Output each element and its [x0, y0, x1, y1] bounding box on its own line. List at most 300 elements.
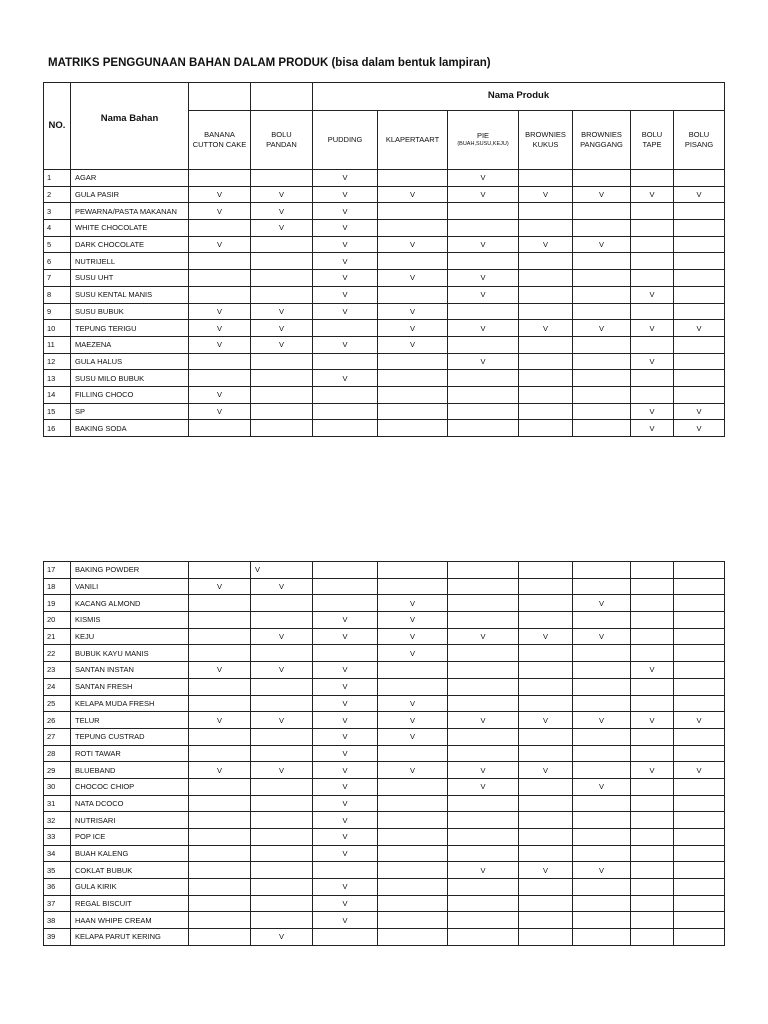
ingredient-name: BLUEBAND: [71, 762, 189, 779]
ingredient-name: SP: [71, 403, 189, 420]
row-number: 14: [44, 386, 71, 403]
table-row: [44, 662, 725, 679]
usage-mark-cell: [674, 370, 725, 387]
usage-mark-cell: V: [674, 762, 725, 779]
ingredient-name: SANTAN FRESH: [71, 678, 189, 695]
usage-mark-cell: [251, 420, 313, 437]
usage-mark-cell: [378, 879, 448, 896]
usage-mark-cell: [631, 879, 674, 896]
ingredient-matrix-table-part-2: [43, 561, 725, 946]
table-row: [44, 386, 725, 403]
usage-mark-cell: [519, 728, 573, 745]
usage-mark-cell: [448, 253, 519, 270]
usage-mark-cell: [378, 912, 448, 929]
table-row: [44, 220, 725, 237]
usage-mark-cell: [313, 403, 378, 420]
product-name-line1: KLAPERTAART: [385, 134, 440, 144]
usage-mark-cell: [251, 270, 313, 287]
usage-mark-cell: V: [378, 320, 448, 337]
row-number: 11: [44, 336, 71, 353]
usage-mark-cell: V: [519, 186, 573, 203]
table-row: [44, 203, 725, 220]
table-row: [44, 562, 725, 579]
row-number: 36: [44, 879, 71, 896]
usage-mark-cell: [448, 420, 519, 437]
ingredient-name: TELUR: [71, 712, 189, 729]
usage-mark-cell: V: [674, 186, 725, 203]
usage-mark-cell: [519, 562, 573, 579]
usage-mark-cell: V: [189, 403, 251, 420]
table-row: [44, 336, 725, 353]
usage-mark-cell: [631, 386, 674, 403]
usage-mark-cell: [573, 353, 631, 370]
usage-mark-cell: [251, 695, 313, 712]
usage-mark-cell: [519, 745, 573, 762]
usage-mark-cell: [674, 253, 725, 270]
usage-mark-cell: [251, 595, 313, 612]
usage-mark-cell: [631, 829, 674, 846]
usage-mark-cell: [674, 203, 725, 220]
usage-mark-cell: [573, 812, 631, 829]
usage-mark-cell: [631, 678, 674, 695]
usage-mark-cell: [674, 612, 725, 629]
usage-mark-cell: [378, 778, 448, 795]
usage-mark-cell: [573, 253, 631, 270]
product-name-line2: (BUAH,SUSU,KEJU): [457, 141, 509, 148]
ingredient-name: SANTAN INSTAN: [71, 662, 189, 679]
usage-mark-cell: [573, 879, 631, 896]
usage-mark-cell: V: [189, 303, 251, 320]
usage-mark-cell: [251, 912, 313, 929]
usage-mark-cell: V: [631, 186, 674, 203]
usage-mark-cell: [313, 353, 378, 370]
row-number: 24: [44, 678, 71, 695]
usage-mark-cell: V: [448, 712, 519, 729]
usage-mark-cell: [448, 829, 519, 846]
ingredient-name: BUBUK KAYU MANIS: [71, 645, 189, 662]
usage-mark-cell: [251, 286, 313, 303]
product-header-8: [631, 111, 674, 170]
usage-mark-cell: V: [313, 628, 378, 645]
usage-mark-cell: [631, 270, 674, 287]
usage-mark-cell: [674, 812, 725, 829]
usage-mark-cell: V: [313, 728, 378, 745]
product-header-2: [251, 111, 313, 170]
ingredient-name: GULA HALUS: [71, 353, 189, 370]
table-row: [44, 645, 725, 662]
usage-mark-cell: V: [674, 420, 725, 437]
usage-mark-cell: [573, 612, 631, 629]
usage-mark-cell: V: [631, 320, 674, 337]
usage-mark-cell: [631, 220, 674, 237]
table-row: [44, 253, 725, 270]
usage-mark-cell: V: [573, 186, 631, 203]
usage-mark-cell: [519, 662, 573, 679]
ingredient-name: PEWARNA/PASTA MAKANAN: [71, 203, 189, 220]
usage-mark-cell: [378, 403, 448, 420]
usage-mark-cell: [448, 912, 519, 929]
usage-mark-cell: V: [251, 562, 313, 579]
usage-mark-cell: [251, 778, 313, 795]
table-row: [44, 303, 725, 320]
usage-mark-cell: V: [313, 829, 378, 846]
usage-mark-cell: V: [448, 236, 519, 253]
usage-mark-cell: [674, 628, 725, 645]
usage-mark-cell: V: [189, 203, 251, 220]
table-row: [44, 612, 725, 629]
table-row: [44, 778, 725, 795]
usage-mark-cell: [631, 895, 674, 912]
ingredient-name: NATA DCOCO: [71, 795, 189, 812]
product-name-line1: BROWNIES: [525, 129, 566, 139]
row-number: 12: [44, 353, 71, 370]
usage-mark-cell: [448, 595, 519, 612]
usage-mark-cell: V: [378, 270, 448, 287]
usage-mark-cell: [251, 612, 313, 629]
usage-mark-cell: [251, 728, 313, 745]
usage-mark-cell: [631, 929, 674, 946]
usage-mark-cell: [519, 695, 573, 712]
usage-mark-cell: [448, 728, 519, 745]
usage-mark-cell: [674, 286, 725, 303]
usage-mark-cell: [631, 595, 674, 612]
product-name-line1: BOLU: [271, 129, 292, 139]
usage-mark-cell: [573, 662, 631, 679]
usage-mark-cell: [631, 336, 674, 353]
usage-mark-cell: [674, 662, 725, 679]
usage-mark-cell: [519, 645, 573, 662]
usage-mark-cell: [189, 612, 251, 629]
row-number: 23: [44, 662, 71, 679]
usage-mark-cell: V: [313, 662, 378, 679]
product-header-1: [189, 111, 251, 170]
usage-mark-cell: [251, 879, 313, 896]
usage-mark-cell: [251, 170, 313, 187]
usage-mark-cell: [674, 895, 725, 912]
usage-mark-cell: V: [313, 695, 378, 712]
row-number: 21: [44, 628, 71, 645]
usage-mark-cell: [448, 745, 519, 762]
usage-mark-cell: V: [313, 186, 378, 203]
usage-mark-cell: [448, 386, 519, 403]
usage-mark-cell: V: [448, 862, 519, 879]
usage-mark-cell: [674, 929, 725, 946]
row-number: 27: [44, 728, 71, 745]
usage-mark-cell: V: [251, 203, 313, 220]
usage-mark-cell: [251, 829, 313, 846]
product-name-line1: PIE: [476, 131, 490, 141]
usage-mark-cell: [378, 203, 448, 220]
usage-mark-cell: [519, 253, 573, 270]
usage-mark-cell: [631, 170, 674, 187]
usage-mark-cell: V: [519, 762, 573, 779]
usage-mark-cell: [674, 336, 725, 353]
usage-mark-cell: [674, 220, 725, 237]
ingredient-name: HAAN WHIPE CREAM: [71, 912, 189, 929]
usage-mark-cell: V: [378, 612, 448, 629]
usage-mark-cell: V: [448, 628, 519, 645]
usage-mark-cell: [519, 595, 573, 612]
ingredient-name: BAKING POWDER: [71, 562, 189, 579]
table-row: [44, 578, 725, 595]
usage-mark-cell: [251, 370, 313, 387]
ingredient-name: COKLAT BUBUK: [71, 862, 189, 879]
usage-mark-cell: V: [448, 762, 519, 779]
usage-mark-cell: [448, 303, 519, 320]
product-name-line1: BOLU: [641, 129, 663, 139]
row-number: 26: [44, 712, 71, 729]
usage-mark-cell: [519, 286, 573, 303]
usage-mark-cell: [189, 695, 251, 712]
usage-mark-cell: [378, 845, 448, 862]
usage-mark-cell: V: [378, 628, 448, 645]
usage-mark-cell: V: [448, 270, 519, 287]
usage-mark-cell: [448, 662, 519, 679]
usage-mark-cell: [519, 420, 573, 437]
usage-mark-cell: [631, 370, 674, 387]
usage-mark-cell: V: [631, 420, 674, 437]
usage-mark-cell: [573, 745, 631, 762]
usage-mark-cell: V: [313, 762, 378, 779]
table-row: [44, 728, 725, 745]
table-row: [44, 236, 725, 253]
usage-mark-cell: [251, 386, 313, 403]
usage-mark-cell: [573, 695, 631, 712]
usage-mark-cell: V: [631, 712, 674, 729]
row-number: 2: [44, 186, 71, 203]
usage-mark-cell: V: [378, 303, 448, 320]
table-row: [44, 353, 725, 370]
table-row: [44, 370, 725, 387]
row-number: 32: [44, 812, 71, 829]
usage-mark-cell: [519, 578, 573, 595]
usage-mark-cell: V: [313, 236, 378, 253]
usage-mark-cell: [378, 578, 448, 595]
usage-mark-cell: [378, 386, 448, 403]
row-number: 6: [44, 253, 71, 270]
ingredient-name: DARK CHOCOLATE: [71, 236, 189, 253]
usage-mark-cell: [189, 286, 251, 303]
usage-mark-cell: V: [313, 203, 378, 220]
table-row: [44, 286, 725, 303]
usage-mark-cell: [448, 645, 519, 662]
usage-mark-cell: V: [378, 336, 448, 353]
table-row: [44, 270, 725, 287]
usage-mark-cell: [674, 578, 725, 595]
usage-mark-cell: [631, 578, 674, 595]
usage-mark-cell: [448, 929, 519, 946]
product-name-line1: PUDDING: [327, 134, 363, 144]
usage-mark-cell: [378, 829, 448, 846]
row-number: 13: [44, 370, 71, 387]
usage-mark-cell: V: [378, 695, 448, 712]
usage-mark-cell: [631, 203, 674, 220]
ingredient-name: SUSU MILO BUBUK: [71, 370, 189, 387]
table-row: [44, 762, 725, 779]
usage-mark-cell: V: [631, 403, 674, 420]
row-number: 31: [44, 795, 71, 812]
usage-mark-cell: [313, 578, 378, 595]
table-row: [44, 420, 725, 437]
usage-mark-cell: [251, 253, 313, 270]
usage-mark-cell: V: [313, 270, 378, 287]
usage-mark-cell: V: [189, 186, 251, 203]
usage-mark-cell: V: [631, 353, 674, 370]
usage-mark-cell: [378, 562, 448, 579]
usage-mark-cell: V: [313, 678, 378, 695]
usage-mark-cell: V: [631, 286, 674, 303]
usage-mark-cell: V: [251, 628, 313, 645]
usage-mark-cell: [189, 595, 251, 612]
usage-mark-cell: [631, 795, 674, 812]
usage-mark-cell: V: [251, 186, 313, 203]
usage-mark-cell: [378, 220, 448, 237]
usage-mark-cell: V: [313, 286, 378, 303]
row-number: 29: [44, 762, 71, 779]
usage-mark-cell: [189, 862, 251, 879]
usage-mark-cell: [378, 286, 448, 303]
usage-mark-cell: [573, 912, 631, 929]
usage-mark-cell: [448, 695, 519, 712]
usage-mark-cell: [519, 879, 573, 896]
usage-mark-cell: [378, 662, 448, 679]
table-row: [44, 595, 725, 612]
usage-mark-cell: [631, 862, 674, 879]
ingredient-matrix-table-part-1: [43, 82, 725, 437]
usage-mark-cell: V: [251, 578, 313, 595]
usage-mark-cell: V: [313, 612, 378, 629]
usage-mark-cell: V: [573, 320, 631, 337]
usage-mark-cell: [448, 895, 519, 912]
usage-mark-cell: V: [519, 320, 573, 337]
usage-mark-cell: [251, 353, 313, 370]
usage-mark-cell: [378, 795, 448, 812]
usage-mark-cell: V: [313, 812, 378, 829]
usage-mark-cell: [631, 645, 674, 662]
usage-mark-cell: [448, 336, 519, 353]
usage-mark-cell: V: [313, 745, 378, 762]
usage-mark-cell: [378, 370, 448, 387]
usage-mark-cell: V: [378, 712, 448, 729]
usage-mark-cell: V: [189, 578, 251, 595]
row-number: 34: [44, 845, 71, 862]
product-name-line2: CUTTON CAKE: [192, 140, 247, 149]
usage-mark-cell: [189, 420, 251, 437]
usage-mark-cell: V: [313, 912, 378, 929]
usage-mark-cell: [378, 253, 448, 270]
usage-mark-cell: [189, 812, 251, 829]
usage-mark-cell: [519, 929, 573, 946]
ingredient-name: BAKING SODA: [71, 420, 189, 437]
usage-mark-cell: [448, 370, 519, 387]
usage-mark-cell: [674, 562, 725, 579]
usage-mark-cell: [674, 845, 725, 862]
table-row: [44, 795, 725, 812]
usage-mark-cell: [631, 845, 674, 862]
usage-mark-cell: [251, 236, 313, 253]
usage-mark-cell: [519, 170, 573, 187]
usage-mark-cell: [573, 203, 631, 220]
product-name-line2: PANGGANG: [580, 140, 623, 149]
usage-mark-cell: [519, 270, 573, 287]
usage-mark-cell: [251, 403, 313, 420]
usage-mark-cell: V: [448, 170, 519, 187]
usage-mark-cell: [674, 795, 725, 812]
usage-mark-cell: [378, 170, 448, 187]
usage-mark-cell: [674, 353, 725, 370]
usage-mark-cell: [378, 420, 448, 437]
usage-mark-cell: [189, 645, 251, 662]
table-row: [44, 879, 725, 896]
usage-mark-cell: [313, 929, 378, 946]
usage-mark-cell: [573, 562, 631, 579]
ingredient-name: FILLING CHOCO: [71, 386, 189, 403]
usage-mark-cell: V: [313, 879, 378, 896]
ingredient-name: KACANG ALMOND: [71, 595, 189, 612]
usage-mark-cell: [519, 778, 573, 795]
ingredient-name: KEJU: [71, 628, 189, 645]
usage-mark-cell: [631, 912, 674, 929]
ingredient-name: MAEZENA: [71, 336, 189, 353]
usage-mark-cell: [631, 562, 674, 579]
row-number: 7: [44, 270, 71, 287]
usage-mark-cell: V: [573, 628, 631, 645]
usage-mark-cell: V: [573, 712, 631, 729]
usage-mark-cell: [313, 862, 378, 879]
ingredient-name: BUAH KALENG: [71, 845, 189, 862]
no-column-header: NO.: [44, 83, 71, 170]
row-number: 16: [44, 420, 71, 437]
row-number: 1: [44, 170, 71, 187]
table-row: [44, 862, 725, 879]
ingredient-name: SUSU UHT: [71, 270, 189, 287]
usage-mark-cell: [573, 336, 631, 353]
usage-mark-cell: [573, 795, 631, 812]
usage-mark-cell: [519, 912, 573, 929]
usage-mark-cell: V: [313, 253, 378, 270]
usage-mark-cell: [251, 745, 313, 762]
usage-mark-cell: [674, 879, 725, 896]
table-row: [44, 895, 725, 912]
usage-mark-cell: V: [251, 303, 313, 320]
usage-mark-cell: V: [674, 320, 725, 337]
table-row: [44, 628, 725, 645]
usage-mark-cell: [519, 220, 573, 237]
usage-mark-cell: [378, 353, 448, 370]
usage-mark-cell: V: [674, 403, 725, 420]
usage-mark-cell: [674, 236, 725, 253]
usage-mark-cell: V: [313, 370, 378, 387]
usage-mark-cell: [189, 678, 251, 695]
row-number: 38: [44, 912, 71, 929]
usage-mark-cell: V: [189, 336, 251, 353]
product-header-4: [378, 111, 448, 170]
ingredient-name: WHITE CHOCOLATE: [71, 220, 189, 237]
usage-mark-cell: V: [573, 862, 631, 879]
row-number: 37: [44, 895, 71, 912]
usage-mark-cell: [674, 912, 725, 929]
product-header-9: [674, 111, 725, 170]
usage-mark-cell: [448, 678, 519, 695]
usage-mark-cell: [573, 270, 631, 287]
usage-mark-cell: V: [313, 712, 378, 729]
usage-mark-cell: [448, 562, 519, 579]
row-number: 9: [44, 303, 71, 320]
usage-mark-cell: [573, 303, 631, 320]
usage-mark-cell: [448, 879, 519, 896]
usage-mark-cell: [313, 320, 378, 337]
table-row: [44, 170, 725, 187]
